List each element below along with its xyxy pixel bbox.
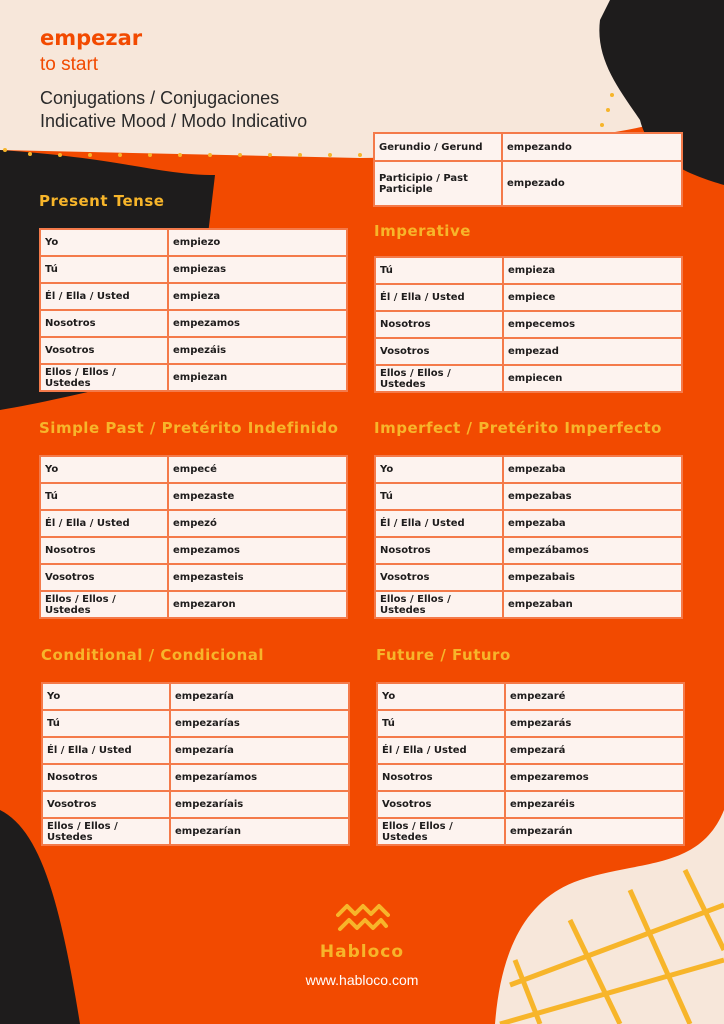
conjugation-cell: empezarás xyxy=(505,710,684,737)
conjugation-cell: empezará xyxy=(505,737,684,764)
conjugation-cell: empiezan xyxy=(168,364,347,391)
pronoun-cell: Tú xyxy=(40,256,168,283)
pronoun-cell: Nosotros xyxy=(40,537,168,564)
pronoun-cell: Tú xyxy=(42,710,170,737)
pronoun-cell: Vosotros xyxy=(375,338,503,365)
pronoun-cell: Él / Ella / Usted xyxy=(375,510,503,537)
website-url[interactable]: www.habloco.com xyxy=(305,972,419,988)
pronoun-cell: Ellos / Ellos / Ustedes xyxy=(42,818,170,845)
conditional-table xyxy=(41,682,350,846)
pronoun-cell: Ellos / Ellos / Ustedes xyxy=(40,364,168,391)
pronoun-cell: Nosotros xyxy=(375,311,503,338)
pronoun-cell: Ellos / Ellos / Ustedes xyxy=(377,818,505,845)
table-row xyxy=(375,365,682,392)
pronoun-cell: Yo xyxy=(42,683,170,710)
non-finite-forms-table xyxy=(373,132,683,207)
verb-title: empezar xyxy=(40,26,143,50)
table-row xyxy=(40,256,347,283)
pronoun-cell: Nosotros xyxy=(375,537,503,564)
table-row xyxy=(40,456,347,483)
pronoun-cell: Yo xyxy=(375,456,503,483)
conjugation-cell: empezaba xyxy=(503,456,682,483)
pronoun-cell: Yo xyxy=(40,456,168,483)
table-row xyxy=(42,818,349,845)
pronoun-cell: Vosotros xyxy=(40,564,168,591)
table-row xyxy=(40,310,347,337)
conjugation-cell: empezaríamos xyxy=(170,764,349,791)
section-heading-imperative: Imperative xyxy=(374,222,471,240)
conjugation-cell: empecemos xyxy=(503,311,682,338)
conjugation-cell: empezaste xyxy=(168,483,347,510)
pronoun-cell: Gerundio / Gerund xyxy=(374,133,502,161)
conjugation-cell: empezad xyxy=(503,338,682,365)
conjugation-cell: empezaríais xyxy=(170,791,349,818)
pronoun-cell: Tú xyxy=(375,483,503,510)
table-row xyxy=(377,737,684,764)
pronoun-cell: Ellos / Ellos / Ustedes xyxy=(375,591,503,618)
table-row xyxy=(377,683,684,710)
table-row xyxy=(375,537,682,564)
pronoun-cell: Participio / Past Participle xyxy=(374,161,502,206)
table-row xyxy=(374,133,682,161)
pronoun-cell: Vosotros xyxy=(375,564,503,591)
conjugation-cell: empiezo xyxy=(168,229,347,256)
section-heading-present: Present Tense xyxy=(39,192,165,210)
table-row xyxy=(375,591,682,618)
table-row xyxy=(42,737,349,764)
table-row xyxy=(42,791,349,818)
table-row xyxy=(40,510,347,537)
table-row xyxy=(42,683,349,710)
table-row xyxy=(377,791,684,818)
conjugation-cell: empiece xyxy=(503,284,682,311)
table-row xyxy=(374,161,682,206)
table-row xyxy=(377,710,684,737)
pronoun-cell: Vosotros xyxy=(377,791,505,818)
table-row xyxy=(375,257,682,284)
conjugation-cell: empezaré xyxy=(505,683,684,710)
pronoun-cell: Yo xyxy=(40,229,168,256)
imperfect-table xyxy=(374,455,683,619)
conjugation-cell: empezarán xyxy=(505,818,684,845)
table-row xyxy=(40,564,347,591)
pronoun-cell: Él / Ella / Usted xyxy=(40,283,168,310)
conjugation-cell: empezaba xyxy=(503,510,682,537)
conjugation-cell: empezábamos xyxy=(503,537,682,564)
table-row xyxy=(375,456,682,483)
subtitle-conjugations: Conjugations / Conjugaciones xyxy=(40,88,280,108)
conjugation-cell: empezasteis xyxy=(168,564,347,591)
table-row xyxy=(42,710,349,737)
pronoun-cell: Él / Ella / Usted xyxy=(375,284,503,311)
imperative-table xyxy=(374,256,683,393)
pronoun-cell: Tú xyxy=(40,483,168,510)
conjugation-cell: empecé xyxy=(168,456,347,483)
table-row xyxy=(375,311,682,338)
conjugation-cell: empezaría xyxy=(170,737,349,764)
conjugation-cell: empezabas xyxy=(503,483,682,510)
pronoun-cell: Él / Ella / Usted xyxy=(42,737,170,764)
table-row xyxy=(377,764,684,791)
pronoun-cell: Vosotros xyxy=(42,791,170,818)
table-row xyxy=(375,564,682,591)
pronoun-cell: Nosotros xyxy=(40,310,168,337)
conjugation-cell: empiecen xyxy=(503,365,682,392)
waves-icon xyxy=(336,902,390,932)
section-heading-conditional: Conditional / Condicional xyxy=(41,646,265,664)
table-row xyxy=(40,364,347,391)
section-heading-simple-past: Simple Past / Pretérito Indefinido xyxy=(39,419,339,437)
pronoun-cell: Yo xyxy=(377,683,505,710)
pronoun-cell: Tú xyxy=(377,710,505,737)
table-row xyxy=(375,510,682,537)
conjugation-cell: empezaron xyxy=(168,591,347,618)
conjugation-cell: empezaremos xyxy=(505,764,684,791)
pronoun-cell: Él / Ella / Usted xyxy=(377,737,505,764)
brand-name: Habloco xyxy=(319,942,405,962)
conjugation-cell: empezabais xyxy=(503,564,682,591)
conjugation-cell: empezamos xyxy=(168,310,347,337)
present-table xyxy=(39,228,348,392)
conjugation-cell: empieza xyxy=(168,283,347,310)
pronoun-cell: Ellos / Ellos / Ustedes xyxy=(40,591,168,618)
table-row xyxy=(42,764,349,791)
table-row xyxy=(377,818,684,845)
pronoun-cell: Nosotros xyxy=(377,764,505,791)
verb-translation: to start xyxy=(40,54,99,75)
table-row xyxy=(40,337,347,364)
pronoun-cell: Vosotros xyxy=(40,337,168,364)
future-table xyxy=(376,682,685,846)
table-row xyxy=(375,483,682,510)
conjugation-cell: empezado xyxy=(502,161,682,206)
subtitle-mood: Indicative Mood / Modo Indicativo xyxy=(40,111,308,131)
conjugation-cell: empezáis xyxy=(168,337,347,364)
pronoun-cell: Nosotros xyxy=(42,764,170,791)
conjugation-cell: empiezas xyxy=(168,256,347,283)
pronoun-cell: Él / Ella / Usted xyxy=(40,510,168,537)
table-row xyxy=(40,537,347,564)
pronoun-cell: Ellos / Ellos / Ustedes xyxy=(375,365,503,392)
table-row xyxy=(40,483,347,510)
section-heading-future: Future / Futuro xyxy=(376,646,511,664)
table-row xyxy=(375,284,682,311)
conjugation-cell: empezó xyxy=(168,510,347,537)
conjugation-cell: empezaría xyxy=(170,683,349,710)
simple-past-table xyxy=(39,455,348,619)
conjugation-cell: empezarían xyxy=(170,818,349,845)
conjugation-cell: empezaréis xyxy=(505,791,684,818)
conjugation-cell: empezaban xyxy=(503,591,682,618)
section-heading-imperfect: Imperfect / Pretérito Imperfecto xyxy=(374,419,662,437)
conjugation-cell: empezando xyxy=(502,133,682,161)
table-row xyxy=(40,229,347,256)
table-row xyxy=(375,338,682,365)
table-row xyxy=(40,283,347,310)
conjugation-cell: empezamos xyxy=(168,537,347,564)
conjugation-cell: empieza xyxy=(503,257,682,284)
table-row xyxy=(40,591,347,618)
conjugation-cell: empezarías xyxy=(170,710,349,737)
pronoun-cell: Tú xyxy=(375,257,503,284)
